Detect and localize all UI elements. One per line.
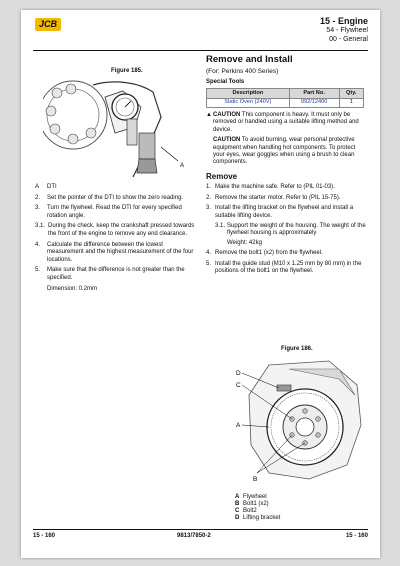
section-title: 54 - Flywheel bbox=[326, 27, 368, 34]
right-column-text bbox=[206, 56, 368, 278]
legend-item: B Bolt1 (x2) bbox=[235, 501, 269, 507]
legend-item: A DTI bbox=[35, 184, 57, 190]
step-4: 4. Calculate the difference between the lowest measurement and the highest measurement of the four locations. bbox=[35, 241, 194, 263]
figure-186-label-a: A bbox=[236, 422, 241, 429]
remove-step-5: 5. Install the guide stud (M10 x 1.25 mm by 80 mm) in the positions of the bolt1 on the flywheel. bbox=[206, 260, 362, 274]
remove-step-3: 3. Install the lifting bracket on the flywheel and install a suitable lifting device. bbox=[206, 205, 354, 219]
figure-186-label-b: B bbox=[253, 476, 258, 483]
footer-divider bbox=[33, 529, 368, 530]
figure-186-caption: Figure 186. bbox=[281, 346, 313, 352]
step-3: 3. Turn the flywheel. Read the DTI for every specified rotation angle. bbox=[35, 205, 182, 219]
footer-doc-number: 9813/7850-2 bbox=[177, 533, 211, 539]
chapter-title: 15 - Engine bbox=[319, 16, 368, 26]
weight-value: Weight: 42kg bbox=[227, 239, 262, 246]
remove-step-1: 1. Make the machine safe. Refer to (PIL 01-03). bbox=[206, 184, 335, 191]
step-5: 5. Make sure that the difference is not greater than the specified. bbox=[35, 267, 185, 281]
page-header bbox=[320, 16, 368, 44]
dimension-value: Dimension: 0.2mm bbox=[47, 285, 98, 292]
table-header-row: Description Part No. Qty. bbox=[207, 89, 364, 98]
tool-description-link[interactable]: Static Oven (240V) bbox=[207, 98, 290, 107]
footer-page-left: 15 - 160 bbox=[33, 533, 56, 539]
warning-icon: ▲ bbox=[206, 112, 212, 119]
manual-page bbox=[21, 10, 380, 558]
figure-186-label-d: D bbox=[236, 370, 241, 377]
figure-186-flywheel-illustration bbox=[229, 355, 369, 487]
figure-185-label-a: A bbox=[180, 163, 185, 169]
footer-page-right: 15 - 160 bbox=[345, 533, 368, 539]
legend-item: D Lifting bracket bbox=[235, 515, 281, 521]
special-tools-table bbox=[206, 88, 364, 108]
caution-heavy: ▲ CAUTION This component is heavy. It must only be removed or handled using a suitable lifting method and device. bbox=[206, 112, 359, 133]
remove-step-2: 2. Remove the starter motor. Refer to (PIL 15-75). bbox=[206, 194, 341, 201]
figure-186-label-c: C bbox=[236, 382, 241, 389]
tool-part-number-link[interactable]: 992/12400 bbox=[289, 98, 339, 107]
tool-qty: 1 bbox=[339, 98, 364, 107]
remove-heading: Remove bbox=[206, 171, 238, 181]
legend-item: C Bolt2 bbox=[235, 508, 257, 514]
legend-item: A Flywheel bbox=[235, 494, 267, 500]
remove-install-title: Remove and Install bbox=[206, 54, 293, 65]
figure-185-caption: Figure 185. bbox=[111, 68, 143, 74]
series-subtitle: (For: Perkins 400 Series) bbox=[206, 68, 279, 76]
jcb-logo: JCB bbox=[35, 18, 61, 31]
figure-186-legend bbox=[235, 494, 280, 522]
table-row bbox=[207, 98, 364, 107]
remove-step-3-1: 3.1. Support the weight of the housing. The weight of the flywheel housing is approximately bbox=[215, 222, 366, 237]
caution-burn: CAUTION To avoid burning, wear personal protective equipment when handling hot components. To protect your eyes, wear goggles when using a brush to clean components. bbox=[213, 137, 356, 166]
remove-step-4: 4. Remove the bolt1 (x2) from the flywheel. bbox=[206, 250, 323, 257]
subsection-title: 00 - General bbox=[329, 36, 368, 43]
step-2: 2. Set the pointer of the DTI to show the zero reading. bbox=[35, 194, 184, 201]
special-tools-label: Special Tools bbox=[206, 78, 245, 85]
step-3-1: 3.1. During the check, keep the crankshaft pressed towards the front of the engine to remove any end clearance. bbox=[35, 223, 195, 237]
header-divider bbox=[33, 50, 368, 51]
left-column-text bbox=[35, 184, 199, 296]
figure-185-dti-illustration bbox=[43, 77, 193, 183]
